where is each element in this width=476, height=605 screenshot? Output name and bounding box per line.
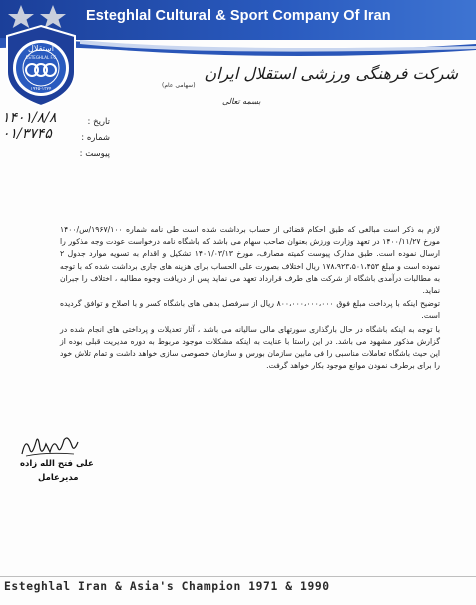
basmala: بسمه تعالی bbox=[222, 97, 261, 106]
number-value: ۰۱/۳۷۴۵ bbox=[2, 126, 52, 142]
logo-text-fa: استقلال bbox=[28, 44, 54, 53]
body-paragraph: توضیح اینکه با پرداخت مبلغ فوق ۸۰۰،۰۰۰،۰۰۰،۰۰۰ ریال از سرفصل بدهی های باشگاه کسر و با اصلاح و توافق گردیده است. bbox=[60, 299, 441, 321]
footer-slogan: Esteghlal Iran & Asia's Champion 1971 & 1990 bbox=[4, 580, 330, 593]
footer-divider bbox=[0, 576, 476, 577]
body-paragraph: با توجه به اینکه باشگاه در حال بارگذاری سورتهای مالی سالیانه می باشد ، آثار تعدیلات و پرداختی های انجام شده در گزارش مذکور مشهود می باشد. در این راستا با عنایت به اینکه مشکلات موجود مربوط به دوره مدیریت قبلی بوده از این حیث باشگاه تعاملات مناسبی را فی مابین سازمان بورس و سازمان خصوصی سازی خواهد داشت و تمام تلاش خود را برای برطرف نمودن موانع موجود بکار خواهد گرفت. bbox=[60, 324, 440, 371]
company-name-persian: شرکت فرهنگی ورزشی استقلال ایران bbox=[204, 64, 458, 83]
letter-body bbox=[60, 224, 440, 373]
logo-years: ۱۹۴۵-۱۳۲۴ bbox=[30, 87, 52, 92]
number-label: شماره : bbox=[81, 133, 110, 143]
attachment-label: پیوست : bbox=[79, 149, 110, 159]
signatory-title: مدیرعامل bbox=[38, 473, 79, 483]
company-name-english: Esteghlal Cultural & Sport Company Of Iran bbox=[86, 8, 391, 24]
signatory-name: علی فتح الله زاده bbox=[20, 459, 94, 469]
logo-text-en: ESTEGHLAL F.C bbox=[25, 55, 57, 60]
handwritten-signature bbox=[16, 430, 82, 460]
date-label: تاریخ : bbox=[87, 117, 110, 127]
company-type: (سهامی عام) bbox=[162, 82, 196, 89]
date-value: ۱۴۰۱/۸/۸ bbox=[2, 110, 57, 126]
esteghlal-logo bbox=[5, 24, 77, 108]
body-paragraph: لازم به ذکر است مبالغی که طبق احکام قضائی از حساب برداشت شده است طی نامه شماره ۱۹۶۷/۱۰۰/س/۱۴۰۰ مورخ ۱۴۰۰/۱۱/۲۷ در تعهد وزارت ورزش بعنوان صاحب سهام می باشد که باشگاه نامه درخواست عودت وجه مذکور را ارسال نموده است. طبق مدارک پیوست کمیته مصارف، مورخ ۱۴۰۱/۰۳/۱۳ تشکیل و اقدام به تسویه موارد جدول ۲ نموده است و مبلغ ۱۷۸،۹۲۳،۵۰۱،۴۵۳ ریال اختلاف بصورت علی الحساب برای هزینه های جاری برداشت شده که با توجه به مطالبات درآمدی باشگاه از شرکت های طرف قرارداد تعهد می نماید پس از دریافت وجوه مطالبه ، اختلاف را جبران نماید. bbox=[60, 225, 441, 296]
